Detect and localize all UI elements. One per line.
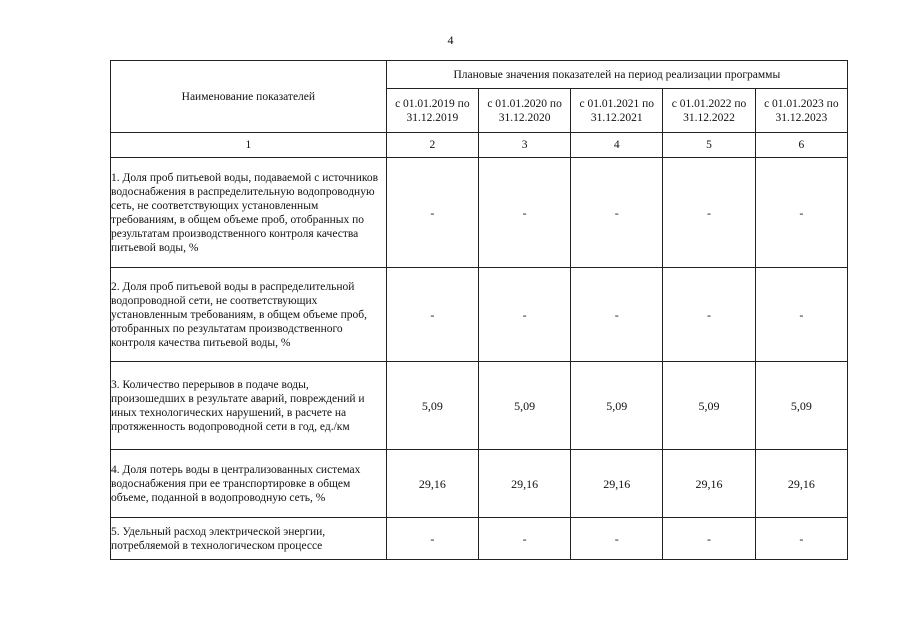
indicator-value: - (571, 158, 663, 268)
indicator-value: 29,16 (571, 450, 663, 518)
column-number: 5 (663, 133, 755, 158)
header-period: с 01.01.2022 по 31.12.2022 (663, 89, 755, 133)
indicator-value: 29,16 (386, 450, 478, 518)
indicator-value: - (386, 518, 478, 560)
indicator-value: - (755, 268, 847, 362)
header-group-title: Плановые значения показателей на период реализации программы (386, 61, 847, 89)
page-number: 4 (447, 33, 454, 47)
indicator-value: 5,09 (663, 362, 755, 450)
column-number: 4 (571, 133, 663, 158)
header-name-column: Наименование показателей (111, 61, 387, 133)
indicator-value: - (386, 158, 478, 268)
header-period: с 01.01.2023 по 31.12.2023 (755, 89, 847, 133)
header-period: с 01.01.2019 по 31.12.2019 (386, 89, 478, 133)
indicator-value: - (571, 518, 663, 560)
indicator-value: - (478, 268, 570, 362)
indicator-name: 5. Удельный расход электрической энергии, потребляемой в технологическом процессе (111, 518, 387, 560)
table-row (111, 268, 848, 362)
indicator-value: 5,09 (478, 362, 570, 450)
column-number: 1 (111, 133, 387, 158)
indicator-value: - (571, 268, 663, 362)
indicator-name: 3. Количество перерывов в подаче воды, произошедших в результате аварий, повреждений и иных технологических нарушений, в расчете на протяженность водопроводной сети в год, ед./км (111, 362, 387, 450)
table-row (111, 362, 848, 450)
header-period: с 01.01.2020 по 31.12.2020 (478, 89, 570, 133)
column-number: 3 (478, 133, 570, 158)
column-numbers-row (111, 133, 848, 158)
indicator-name: 1. Доля проб питьевой воды, подаваемой с источников водоснабжения в распределительную водопроводную сеть, не соответствующих установленным требованиям, в общем объеме проб, отобранных по результатам производственного контроля качества питьевой воды, % (111, 158, 387, 268)
indicator-name: 2. Доля проб питьевой воды в распределительной водопроводной сети, не соответствующих установленным требованиям, в общем объеме проб, отобранных по результатам производственного контроля качества питьевой воды, % (111, 268, 387, 362)
column-number: 2 (386, 133, 478, 158)
table-row (111, 518, 848, 560)
column-number: 6 (755, 133, 847, 158)
indicator-value: 5,09 (386, 362, 478, 450)
indicator-value: 5,09 (571, 362, 663, 450)
indicator-value: 29,16 (755, 450, 847, 518)
indicator-value: 29,16 (478, 450, 570, 518)
indicator-value: - (755, 518, 847, 560)
indicator-value: - (663, 158, 755, 268)
indicator-value: 5,09 (755, 362, 847, 450)
indicator-value: - (386, 268, 478, 362)
indicators-table (110, 60, 848, 560)
indicator-value: - (755, 158, 847, 268)
indicator-value: - (663, 268, 755, 362)
table-row (111, 158, 848, 268)
indicator-value: 29,16 (663, 450, 755, 518)
indicator-value: - (478, 518, 570, 560)
indicator-value: - (663, 518, 755, 560)
indicator-value: - (478, 158, 570, 268)
table-row (111, 450, 848, 518)
header-period: с 01.01.2021 по 31.12.2021 (571, 89, 663, 133)
indicator-name: 4. Доля потерь воды в централизованных системах водоснабжения при ее транспортировке в общем объеме, поданной в водопроводную сеть, % (111, 450, 387, 518)
